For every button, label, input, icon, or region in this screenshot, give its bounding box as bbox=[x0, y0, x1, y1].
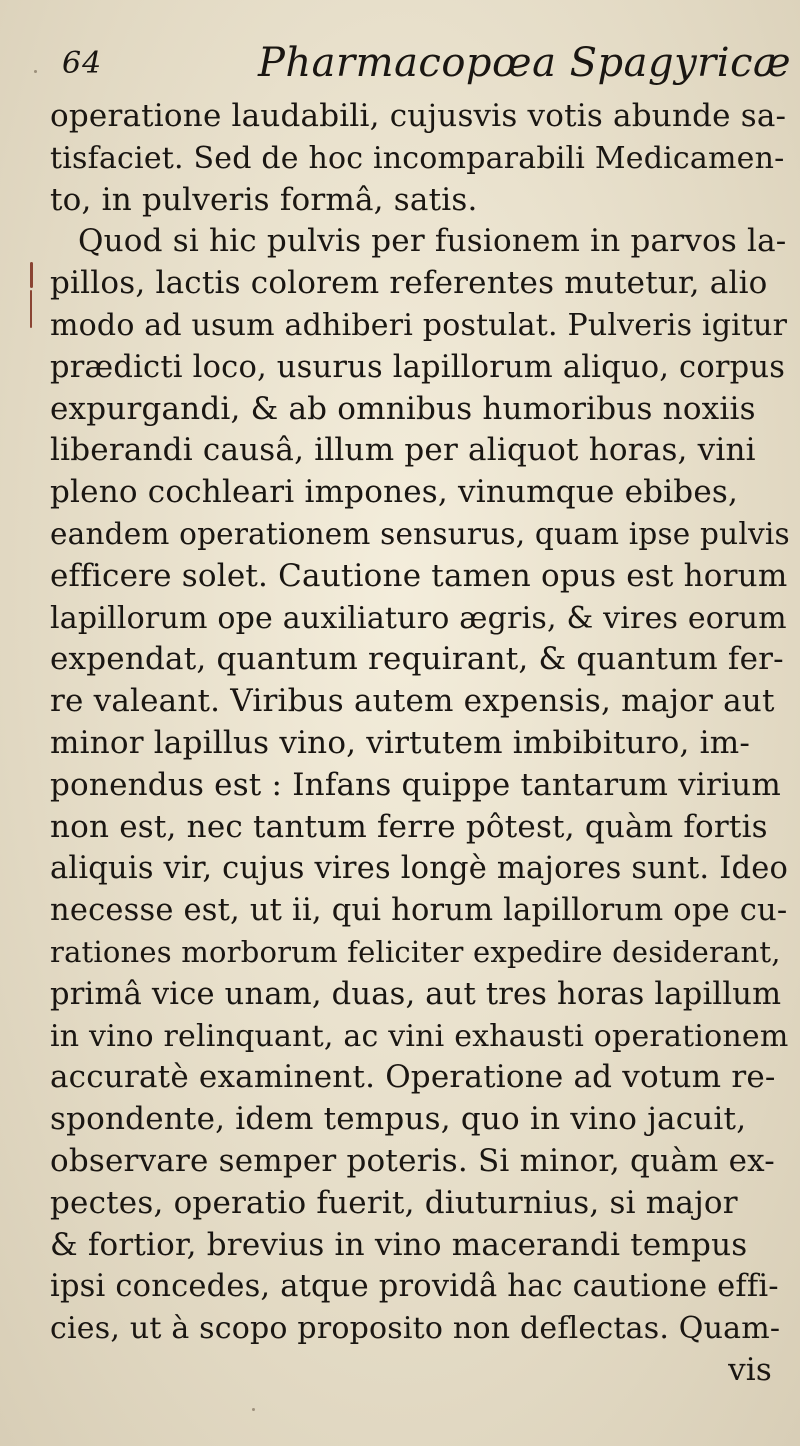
text-line: ponendus est : Infans quippe tantarum virium bbox=[50, 766, 781, 803]
text-line: pleno cochleari impones, vinumque ebibes, bbox=[50, 474, 739, 511]
text-line: modo ad usum adhiberi postulat. Pulveris igitur bbox=[50, 307, 788, 343]
paper-speck bbox=[34, 70, 37, 73]
text-line: ipsi concedes, atque providâ hac cautione effi- bbox=[50, 1269, 779, 1305]
text-line: lapillorum ope auxiliaturo ægris, & vires eorum bbox=[50, 600, 787, 636]
text-line: & fortior, brevius in vino macerandi tempus bbox=[50, 1226, 748, 1263]
text-line: in vino relinquant, ac vini exhausti operationem bbox=[50, 1018, 789, 1054]
text-line: prædicti loco, usurus lapillorum aliquo, corpus bbox=[50, 349, 786, 385]
catchword: vis bbox=[728, 1351, 772, 1388]
paper-speck bbox=[252, 1408, 255, 1411]
text-line: pectes, operatio fuerit, diuturnius, si major bbox=[50, 1184, 738, 1221]
text-line: tisfaciet. Sed de hoc incomparabili Medicamen- bbox=[50, 140, 785, 176]
text-line: re valeant. Viribus autem expensis, major aut bbox=[50, 683, 775, 720]
running-head: Pharmacopœa Spagyricæ bbox=[258, 40, 792, 86]
text-line: cies, ut à scopo proposito non deflectas. Quam- bbox=[50, 1311, 781, 1347]
text-line: minor lapillus vino, virtutem imbibituro, im- bbox=[50, 724, 751, 761]
text-line: eandem operationem sensurus, quam ipse pulvis bbox=[50, 516, 790, 551]
text-line: accuratè examinent. Operatione ad votum re- bbox=[50, 1059, 776, 1096]
text-line: spondente, idem tempus, quo in vino jacuit, bbox=[50, 1101, 747, 1138]
text-line: observare semper poteris. Si minor, quàm ex- bbox=[50, 1142, 775, 1179]
margin-ink-mark bbox=[30, 290, 32, 328]
text-line: aliquis vir, cujus vires longè majores sunt. Ideo bbox=[50, 851, 789, 887]
text-line: to, in pulveris formâ, satis. bbox=[50, 181, 478, 218]
text-line: pillos, lactis colorem referentes mutetur, alio bbox=[50, 265, 768, 302]
text-line: expendat, quantum requirant, & quantum fer- bbox=[50, 641, 784, 678]
text-line: rationes morborum feliciter expedire desiderant, bbox=[50, 934, 781, 969]
margin-ink-mark bbox=[30, 262, 33, 288]
page-number: 64 bbox=[62, 46, 103, 81]
body-text bbox=[50, 96, 790, 1392]
text-line: necesse est, ut ii, qui horum lapillorum ope cu- bbox=[50, 893, 788, 929]
text-line: primâ vice unam, duas, aut tres horas lapillum bbox=[50, 976, 782, 1012]
text-line: expurgandi, & ab omnibus humoribus noxiis bbox=[50, 390, 756, 427]
page-header bbox=[0, 40, 800, 96]
text-line: liberandi causâ, illum per aliquot horas, vini bbox=[50, 432, 756, 469]
text-line: Quod si hic pulvis per fusionem in parvos la- bbox=[78, 223, 787, 260]
text-line: non est, nec tantum ferre pôtest, quàm fortis bbox=[50, 808, 768, 845]
text-line: efficere solet. Cautione tamen opus est horum bbox=[50, 557, 788, 594]
text-line: operatione laudabili, cujusvis votis abunde sa- bbox=[50, 98, 787, 134]
